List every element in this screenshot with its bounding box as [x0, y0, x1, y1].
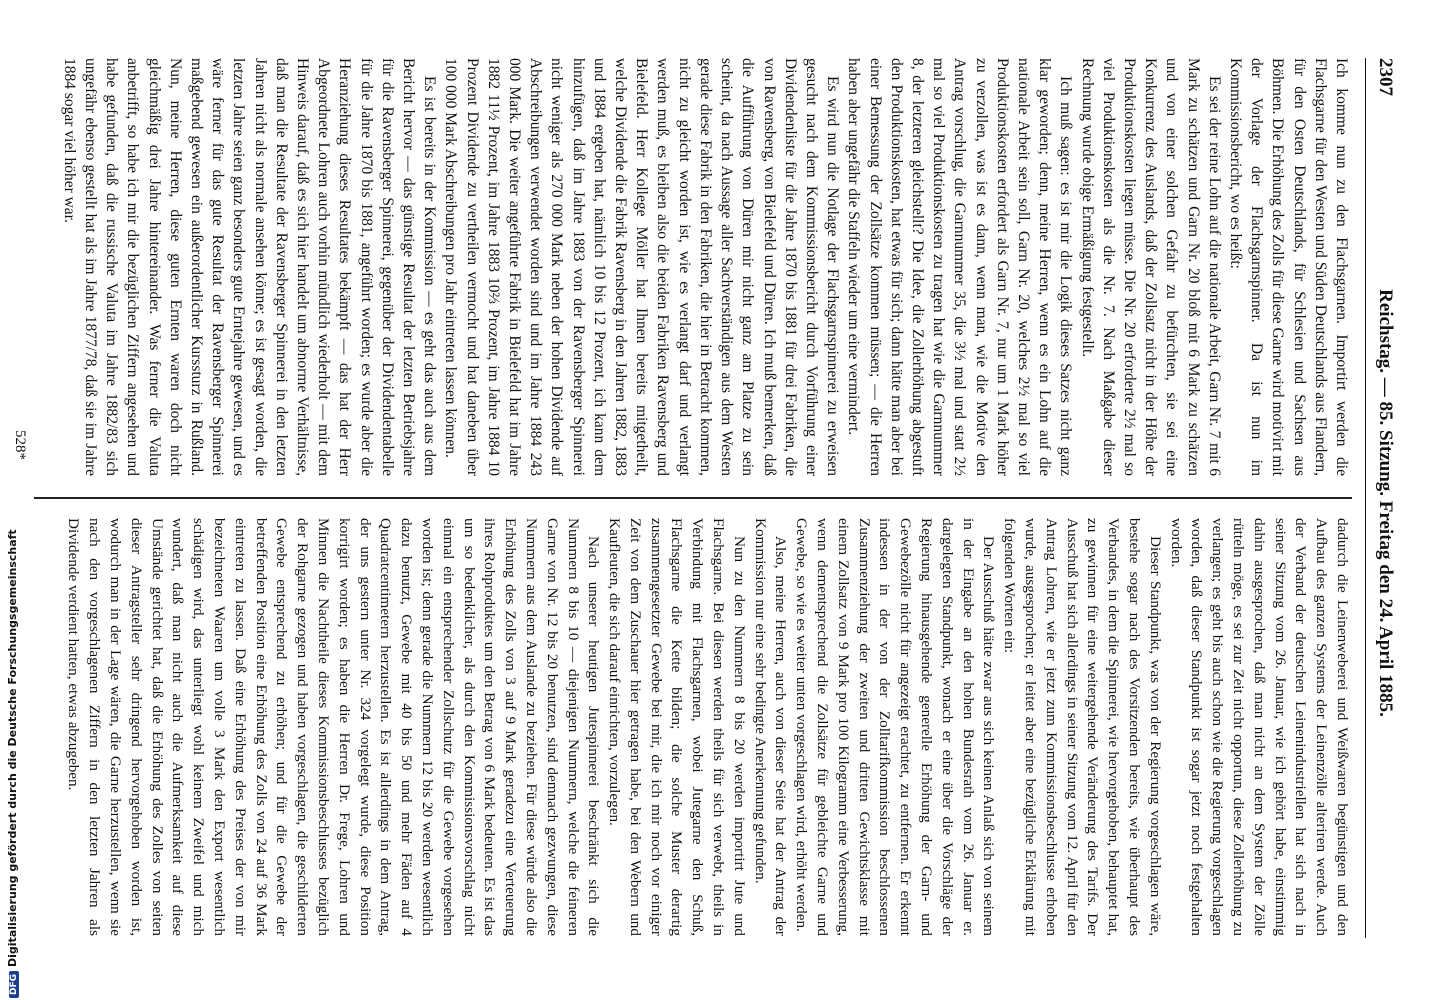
- running-title: Reichstag. — 85. Sitzung. Freitag den 24. April 1885.: [1375, 289, 1396, 717]
- sheet-signature: 528*: [12, 430, 28, 460]
- page-header: [1365, 58, 1400, 938]
- left-paragraph: Es sei der reine Lohn auf die nationale Arbeit, Garn Nr. 7 mit 6 Mark zu schätzen und Garn Nr. 20 bloß mit 6 Mark zu schätzen und von einer solchen Gefahr zu befürchten, sie sei eine Konkurrenz des Auslands, daß der Zollsatz nicht in der Höhe der Produktionskosten liegen müsse. Die Nr. 20 erforderte 2½ mal so viel Produktionskosten als die Nr. 7. Nach Maßgabe dieser Rechnung wurde obige Ermäßigung festgestellt.: [1078, 58, 1223, 476]
- right-paragraph: Dieser Standpunkt, was von der Regierung vorgeschlagen wäre, bestehe sogar nach des Vorsitzenden bereits, wie überhaupt des Verbandes, in dem die Spinnerei, wie hervorgehoben, behauptet hat, zu gewinnen für eine weitergehende Veränderung des Tarifs. Der Ausschuß hat sich allerdings in seiner Sitzung vom 12. April für den Antrag Lohren, wie er jetzt zum Kommissionsbeschlusse erhoben wurde, ausgesprochen; er leitet aber eine bezügliche Erklärung mit folgenden Worten ein:: [1001, 518, 1164, 936]
- right-paragraph: dadurch die Leinenweberei und Weißwaren begünstigen und den Aufbau des ganzen Systems der Leinenzölle alteriren werde. Auch der Verband der deutschen Leinenindustriellen hat sich nach in seiner Sitzung vom 26. Januar, wie ich gehört habe, einstimmig dahin ausgesprochen, daß man nicht an dem System der Zölle rütteln möge, es sei zur Zeit nicht opportun, diese Zollerhöhung zu verlangen; es geht bis auch schon wie die Regierung vorgeschlagen worden, daß dieser Standpunkt ist sogar jetzt noch festgehalten worden.: [1167, 518, 1351, 936]
- credit-text: Digitalisierung gefördert durch die Deutsche Forschungsgemeinschaft: [6, 529, 19, 967]
- left-paragraph: Es ist bereits in der Kommission — es geht das auch aus dem Bericht hervor — das günstige Resultat der letzten Betriebsjahre für die Ravensberger Spinnerei, gegenüber der Dividendentabelle für die Jahre 1870 bis 1881, angeführt worden; es wurde aber die Heranziehung dieses Resultates bekämpft — das hat der Herr Abgeordnete Lohren auch vorhin mündlich wiederholt — mit dem Hinweis darauf, daß es sich hier handelt um abnorme Verhältnisse, daß man die Resultate der Ravensberger Spinnerei in den letzten Jahren nicht als normale ansehen könne; es ist gesagt worden, die letzten Jahre seien ganz besonders gute Erntejahre gewesen, und es wäre ferner für das gute Resultat der Ravensberger Spinnerei maßgebend gewesen ein außerordentlicher Kurssturz in Rußland. Nun, meine Herren, diese guten Ernten waren doch nicht gleichmäßig drei Jahre hintereinander. Was ferner die Valuta anbetrifft, so habe ich mir die bezüglichen Ziffern angesehen und habe gefunden, daß die russische Valuta im Jahre 1882/83 sich ungefähr ebenso gestellt hat als im Jahre 1877/78, daß sie im Jahre 1884 sogar viel höher war.: [60, 58, 439, 476]
- digitization-credit: [6, 529, 20, 998]
- column-divider: [34, 497, 1352, 499]
- right-paragraph: Also, meine Herren, auch von dieser Seite hat der Antrag der Kommission nur eine sehr bedingte Anerkennung gefunden.: [751, 518, 790, 936]
- left-paragraph: Ich muß sagen: es ist mir die Logik dieses Satzes nicht ganz klar geworden; denn, meine Herren, wenn es ein Lohn auf die nationale Arbeit sein soll, Garn Nr. 20, welches 2½ mal so viel Produktionskosten erfordert als Garn Nr. 7, nur um 1 Mark höher zu verzollen, was ist es dann, wenn man, wie die Motive den Antrag vorschlug, die Garnnummer 35, die 3½ mal und statt 2½ mal so viel Produktionskosten zu tragen hat wie die Garnnummer 8, der letzteren gleichstellt? Die Idee, die Zollerhöhung abgestuft den Produktionskosten, hat etwas für sich; dann hätte man aber bei einer Bemessung der Zollsätze kommen müssen; — die Herren haben aber ungefähr die Staffeln wieder um eine vermindert.: [845, 58, 1075, 476]
- dfg-logo: DFG: [9, 971, 19, 998]
- right-paragraph: Der Ausschuß hätte zwar aus sich keinen Anlaß sich von seinem in der Eingabe an den hohen Bundesrath vom 26. Januar er. dargelegten Standpunkt, wonach er eine über die Vorschläge der Regierung hinausgehende generelle Erhöhung der Garn- und Gewebezölle nicht für angezeigt erachtet, zu entfernen. Er erkennt indessen in der von der Zolltarifkommission beschlossenen Zusammenziehung der zweiten und dritten Gewichtsklasse mit einem Zollsatz von 9 Mark pro 100 Kilogramm eine Verbesserung, wenn dementsprechend die Zollsätze für gebleichte Garne und Gewebe, so wie es weiter unten vorgeschlagen wird, erhöht werden.: [793, 518, 998, 936]
- right-paragraph: Nun zu den Nummern 8 bis 20 werden importirt Jute und Flachsgarne. Bei diesen werden theils für sich verwebt, theils in Verbindung mit Flachsgarnen, wobei Jutegarne den Schuß, Flachsgarne die Kette bilden; die solche Muster derartig zusammengesetzter Gewebe bei mir, die ich mir noch vor einiger Zeit von dem Zuschauer hier getragen habe, bei den Webern und Kaufleuten, die sich darauf einrichten, vorzulegen.: [606, 518, 748, 936]
- text-column-right: [63, 518, 1352, 936]
- text-column-left: [59, 58, 1352, 476]
- left-paragraph: Ich komme nun zu den Flachsgarnen. Importirt werden die Flachsgarne für den Westen und Süden Deutschlands aus Flandern, für den Osten Deutschlands, für Schlesien und Sachsen aus Böhmen. Die Erhöhung des Zolls für diese Garne wird motivirt mit der Vorlage der Flachsgarnspinner. Da ist nun im Kommissionsbericht, wo es heißt:: [1226, 58, 1350, 476]
- right-paragraph: Nach unserer heutigen Jutespinnerei beschränkt sich die Nummern 8 bis 10 — diejenigen Nummern, welche die feineren Garne von Nr. 12 bis 20 benutzen, sind demnach gezwungen, diese Nummern aus dem Auslande zu beziehen. Für diese würde also die Erhöhung des Zolls von 3 auf 9 Mark geradezu eine Verteuerung ihres Rohproduktes um den Betrag von 6 Mark bedeuten. Es ist das um so bedenklicher, als durch den Kommissionsvorschlag nicht einmal ein entsprechender Zollschutz für die Gewebe vorgesehen worden ist; denn gerade die Nummern 12 bis 20 werden wesentlich dazu benutzt, Gewebe mit 40 bis 50 und mehr Fäden auf 4 Quadratcentimetern herzustellen. Es ist allerdings in dem Antrag, der uns gestern unter Nr. 324 vorgelegt wurde, diese Position korrigirt worden; es haben die Herren Dr. Frege, Lohren und Minnen die Nachtheile dieses Kommissionsbeschlusses bezüglich der Rohgarne gezogen und haben vorgeschlagen, die geschilderten Gewebe entsprechend zu erhöhen; und für die Gewebe der betreffenden Position eine Erhöhung des Zolls von 24 auf 36 Mark eintreten zu lassen. Daß eine Erhöhung des Preises der von mir bezeichneten Waaren um volle 3 Mark den Export wesentlich schädigen wird, das unterliegt wohl keinem Zweifel und mich wundert, daß man nicht auch die Aufmerksamkeit auf diese Umstände gerichtet hat, daß die Erhöhung des Zolles von seiten dieser Antragsteller sehr dringend hervorgehoben worden ist, wodurch man in der Lage wären, die Garne herzustellen, wenn sie nach den vorgeschlagenen Ziffern in den letzten Jahren als Dividende verdient hatten, etwas abzugeben.: [65, 518, 603, 936]
- left-paragraph: Es wird nun die Notlage der Flachsgarnspinnerei zu erweisen gesucht nach dem Kommissionsbericht durch Vorführung einer Dividendenliste für die Jahre 1870 bis 1881 für drei Fabriken, die von Ravensberg, von Bielefeld und Düren. Ich muß bemerken, daß die Aufführung von Düren mir nicht ganz am Platze zu sein scheint, da nach Aussage aller Sachverständigen aus dem Westen gerade diese Fabrik in den Fabriken, die hier in Betracht kommen, nicht zu gleicht worden ist, wie es verlangt darf und verlangt werden muß, es bleiben also die beiden Fabriken Ravensberg und Bielefeld. Herr Kollege Möller hat Ihnen bereits mitgetheilt, welche Dividende die Fabrik Ravensberg in den Jahren 1882, 1883 und 1884 ergeben hat, nämlich 10 bis 12 Prozent, ich kann dem hinzufügen, daß im Jahre 1883 von der Ravensberger Spinnerei nicht weniger als 270 000 Mark neben der hohen Dividende auf Abschreibungen verwendet worden sind und im Jahre 1884 243 000 Mark. Die weiter angeführte Fabrik in Bielefeld hat im Jahre 1882 11½ Prozent, im Jahre 1883 10⅔ Prozent, im Jahre 1884 10 Prozent Dividende zu vertheilen vermocht und hat daneben über 100 000 Mark Abschreibungen pro Jahr eintreten lassen können.: [442, 58, 842, 476]
- page-number: 2307: [1375, 58, 1396, 96]
